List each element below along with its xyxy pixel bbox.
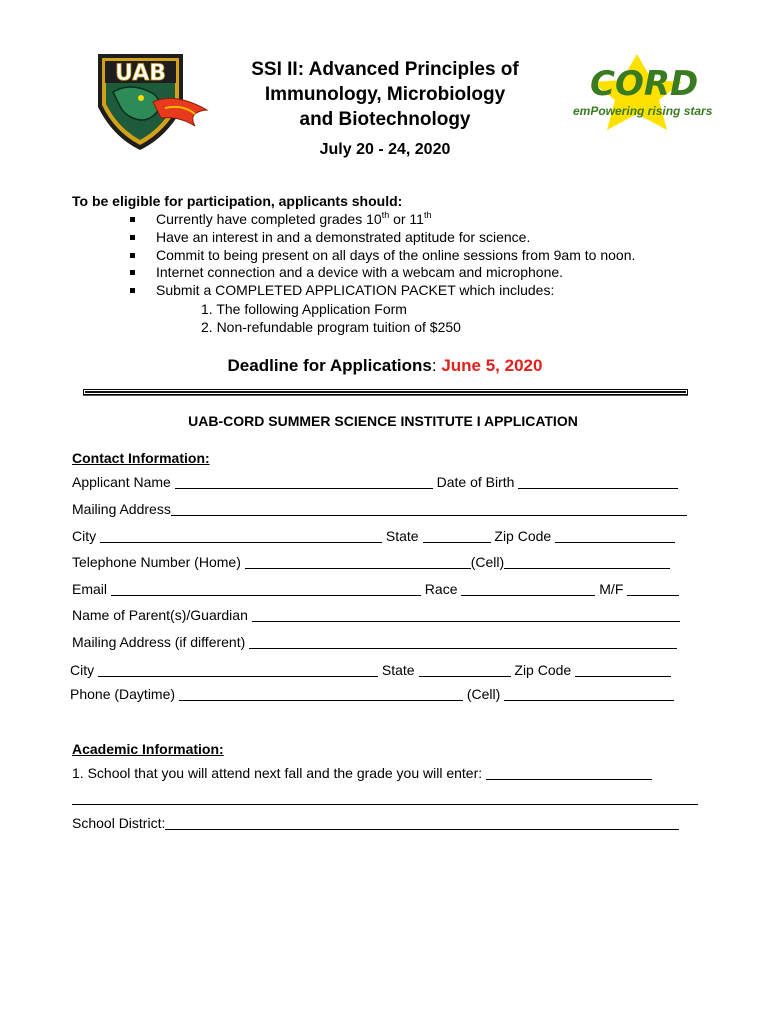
city-label: City: [72, 528, 97, 544]
parent-guardian-label: Name of Parent(s)/Guardian: [72, 607, 248, 623]
title-line-1: SSI II: Advanced Principles of: [251, 59, 519, 80]
zip-code-label-2: Zip Code: [514, 662, 572, 678]
state-label: State: [385, 528, 419, 544]
applicant-name-field[interactable]: [175, 475, 433, 489]
city-state-zip-row-2: [70, 662, 671, 678]
cell-field[interactable]: [504, 555, 670, 569]
school-next-fall-row: [72, 765, 652, 781]
school-next-fall-label: 1. School that you will attend next fall and the grade you will enter:: [72, 765, 483, 781]
city-state-zip-row: [72, 528, 675, 544]
mailing-address-diff-row: [72, 634, 677, 650]
deadline-line: [0, 356, 770, 376]
mailing-address-diff-field[interactable]: [249, 635, 677, 649]
email-label: Email: [72, 581, 108, 597]
zip-code-label: Zip Code: [494, 528, 552, 544]
eligibility-list: [130, 211, 635, 300]
state-field-2[interactable]: [419, 663, 511, 677]
uab-dragon-logo: [95, 52, 210, 152]
telephone-home-field[interactable]: [245, 555, 471, 569]
school-next-fall-field[interactable]: [486, 766, 652, 780]
application-title: UAB-CORD SUMMER SCIENCE INSTITUTE I APPLICATION: [188, 413, 578, 429]
city-field-2[interactable]: [98, 663, 378, 677]
header-title-block: [210, 57, 560, 162]
bullet-icon: [130, 288, 135, 293]
mailing-address-field[interactable]: [171, 502, 687, 516]
phone-daytime-field[interactable]: [179, 687, 463, 701]
packet-item-1: 1. The following Application Form: [201, 301, 407, 317]
cord-tagline: emPowering rising stars: [573, 104, 713, 118]
parent-guardian-row: [72, 607, 680, 623]
race-label: Race: [424, 581, 458, 597]
phone-daytime-label: Phone (Daytime): [70, 686, 176, 702]
school-district-field[interactable]: [165, 816, 679, 830]
eligibility-intro: To be eligible for participation, applicants should:: [72, 193, 403, 209]
eligibility-text: Have an interest in and a demonstrated aptitude for science.: [156, 228, 531, 245]
title-line-3: and Biotechnology: [299, 109, 471, 130]
date-of-birth-field[interactable]: [518, 475, 678, 489]
applicant-name-row: [72, 474, 678, 490]
phone-daytime-row: [70, 686, 674, 702]
title-line-2: Immunology, Microbiology: [264, 84, 506, 105]
mailing-address-label: Mailing Address: [72, 501, 171, 517]
deadline-date: June 5, 2020: [441, 356, 543, 375]
eligibility-text: Currently have completed grades 10: [156, 211, 382, 227]
state-label-2: State: [381, 662, 415, 678]
school-district-label: School District:: [72, 815, 166, 831]
zip-code-field-2[interactable]: [575, 663, 671, 677]
bullet-icon: [130, 253, 135, 258]
date-of-birth-label: Date of Birth: [436, 474, 515, 490]
city-field[interactable]: [100, 529, 382, 543]
bullet-icon: [130, 235, 135, 240]
eligibility-item: [130, 229, 635, 247]
eligibility-text: Internet connection and a device with a webcam and microphone.: [156, 264, 564, 281]
state-field[interactable]: [423, 529, 491, 543]
packet-item-2: 2. Non-refundable program tuition of $250: [201, 318, 461, 335]
contact-heading: Contact Information:: [72, 450, 210, 466]
eligibility-text: Submit a COMPLETED APPLICATION PACKET which includes:: [156, 282, 555, 299]
eligibility-item: [130, 282, 635, 300]
bullet-icon: [130, 217, 135, 222]
applicant-name-label: Applicant Name: [72, 474, 171, 490]
cell-label-2: (Cell): [466, 686, 501, 702]
eligibility-item: [130, 264, 635, 282]
city-label-2: City: [70, 662, 95, 678]
eligibility-text: Commit to being present on all days of the online sessions from 9am to noon.: [156, 246, 636, 263]
email-row: [72, 581, 679, 597]
divider-rule: [83, 389, 688, 395]
cell-label: (Cell): [470, 554, 505, 570]
superscript: th: [423, 210, 432, 220]
academic-heading: Academic Information:: [72, 741, 224, 757]
eligibility-item: [130, 247, 635, 265]
telephone-home-label: Telephone Number (Home): [72, 554, 241, 570]
superscript: th: [381, 210, 390, 220]
telephone-row: [72, 554, 670, 570]
school-next-fall-continued-field[interactable]: [72, 804, 698, 805]
cell-field-2[interactable]: [504, 687, 674, 701]
gender-field[interactable]: [627, 582, 679, 596]
svg-text:UAB: UAB: [115, 61, 166, 86]
school-district-row: [72, 815, 679, 831]
eligibility-text: or 11: [389, 211, 424, 227]
parent-guardian-field[interactable]: [252, 608, 680, 622]
deadline-label: Deadline for Applications: [227, 356, 432, 375]
deadline-colon: :: [431, 356, 442, 375]
race-field[interactable]: [461, 582, 595, 596]
program-dates: July 20 - 24, 2020: [319, 141, 451, 158]
mailing-address-row: [72, 501, 687, 517]
mailing-address-diff-label: Mailing Address (if different): [72, 634, 246, 650]
packet-items: [201, 301, 461, 337]
bullet-icon: [130, 270, 135, 275]
eligibility-item: [130, 211, 635, 229]
email-field[interactable]: [111, 582, 421, 596]
cord-logo-text: CORD: [590, 64, 699, 104]
zip-code-field[interactable]: [555, 529, 675, 543]
gender-label: M/F: [599, 581, 624, 597]
cord-logo: [560, 52, 715, 134]
